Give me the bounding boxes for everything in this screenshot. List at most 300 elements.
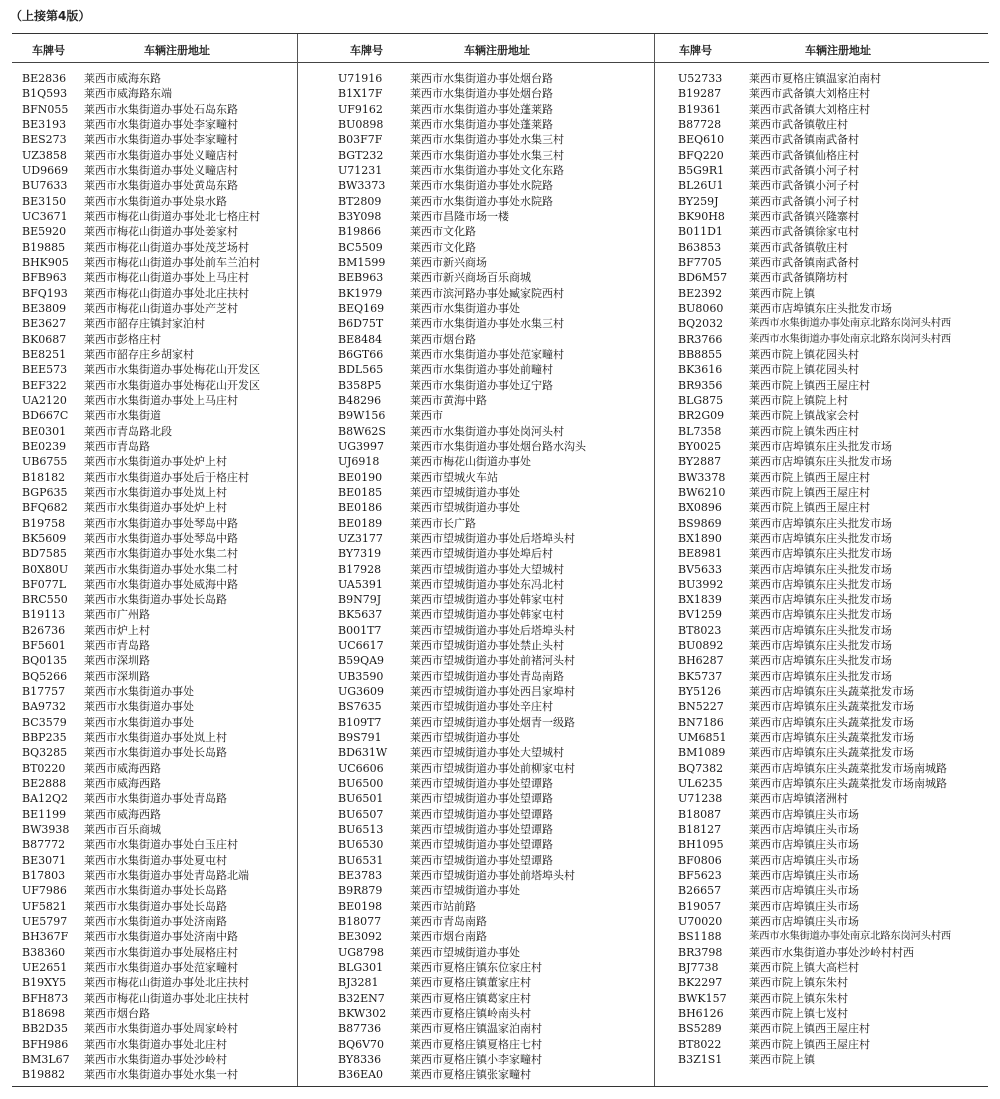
- registration-address: 莱西市水集街道办事处威海中路: [84, 577, 238, 591]
- table-row: [655, 439, 989, 454]
- table-row: [655, 71, 989, 86]
- table-row: [12, 500, 297, 515]
- plate-number: BE0198: [338, 899, 383, 913]
- table-row: [12, 71, 297, 86]
- continuation-note: （上接第4版）: [10, 9, 91, 23]
- registration-address: 莱西市望城街道办事处后塔埠头村: [410, 623, 575, 637]
- plate-number: B59QA9: [338, 654, 385, 668]
- table-row: [655, 301, 989, 316]
- table-row: [12, 408, 297, 423]
- registration-address: 莱西市院上镇: [749, 286, 815, 300]
- table-row: [298, 822, 655, 837]
- registration-address: 莱西市店埠镇东庄头批发市场: [749, 593, 892, 607]
- table-row: [298, 715, 655, 730]
- table-row: [655, 899, 989, 914]
- plate-number: BQ5266: [22, 669, 68, 683]
- plate-number: BR2G09: [678, 409, 725, 423]
- table-row: [12, 592, 297, 607]
- registration-address: 莱西市水集街道办事处黄岛东路: [84, 179, 238, 193]
- registration-address: 莱西市水集街道办事处青岛路: [84, 792, 227, 806]
- plate-number: BT8023: [678, 623, 722, 637]
- table-row: [298, 132, 655, 147]
- plate-number: BV5633: [678, 562, 723, 576]
- plate-number: BU6513: [338, 823, 384, 837]
- table-row: [655, 1006, 989, 1021]
- table-row: [655, 240, 989, 255]
- table-row: [298, 86, 655, 101]
- table-row: [12, 577, 297, 592]
- registration-address: 莱西市: [410, 409, 443, 423]
- registration-address: 莱西市水集街道办事处后于格庄村: [84, 470, 249, 484]
- registration-address: 莱西市水集街道办事处济南路: [84, 915, 227, 929]
- table-row: [655, 454, 989, 469]
- table-row: [655, 975, 989, 990]
- plate-number: BC3579: [22, 715, 67, 729]
- table-row: [298, 638, 655, 653]
- registration-address: 莱西市望城火车站: [410, 470, 498, 484]
- table-row: [12, 531, 297, 546]
- table-row: [298, 178, 655, 193]
- registration-address: 莱西市武备镇南武备村: [749, 133, 859, 147]
- table-row: [298, 500, 655, 515]
- table-row: [655, 485, 989, 500]
- table-row: [655, 623, 989, 638]
- table-row: [298, 975, 655, 990]
- plate-number: BA12Q2: [22, 792, 69, 806]
- table-row: [655, 638, 989, 653]
- registration-address: 莱西市梅花山街道办事处北七格庄村: [84, 209, 260, 223]
- registration-address: 莱西市青岛路: [84, 639, 150, 653]
- registration-address: 莱西市院上镇西王屋庄村: [749, 470, 870, 484]
- plate-number: B9W156: [338, 409, 386, 423]
- table-row: [655, 362, 989, 377]
- registration-address: 莱西市水集街道办事处长岛路: [84, 746, 227, 760]
- plate-number: BK0687: [22, 332, 67, 346]
- table-row: [12, 1052, 297, 1067]
- table-row: [12, 991, 297, 1006]
- plate-header: 车牌号: [32, 44, 65, 57]
- plate-number: BM1089: [678, 746, 726, 760]
- table-row: [655, 316, 989, 331]
- registration-address: 莱西市望城街道办事处辛庄村: [410, 700, 553, 714]
- table-row: [298, 470, 655, 485]
- table-row: [12, 209, 297, 224]
- plate-number: B03F7F: [338, 133, 383, 147]
- table-row: [655, 408, 989, 423]
- address-header: 车辆注册地址: [144, 44, 210, 57]
- table-row: [298, 960, 655, 975]
- registration-address: 莱西市院上镇西王屋庄村: [749, 1022, 870, 1036]
- table-row: [12, 669, 297, 684]
- registration-address: 莱西市水集街道办事处展格庄村: [84, 945, 238, 959]
- registration-address: 莱西市店埠镇东庄头批发市场: [749, 654, 892, 668]
- plate-number: B87736: [338, 1022, 382, 1036]
- plate-number: BQ2032: [678, 317, 724, 331]
- plate-number: UC3671: [22, 209, 68, 223]
- table-row: [12, 424, 297, 439]
- registration-address: 莱西市水集街道办事处: [84, 715, 194, 729]
- plate-number: B9N79J: [338, 593, 382, 607]
- registration-address: 莱西市百乐商城: [84, 823, 161, 837]
- plate-number: B19113: [22, 608, 66, 622]
- table-row: [655, 86, 989, 101]
- plate-number: BEQ169: [338, 301, 385, 315]
- registration-address: 莱西市梅花山街道办事处姜家村: [84, 225, 238, 239]
- registration-address: 莱西市梅花山街道办事处上马庄村: [84, 271, 249, 285]
- table-row: [298, 424, 655, 439]
- table-row: [655, 270, 989, 285]
- plate-number: BY7319: [338, 547, 382, 561]
- plate-number: B19885: [22, 240, 66, 254]
- registration-address: 莱西市夏格庄镇温家泊南村: [410, 1022, 542, 1036]
- plate-number: BY5126: [678, 685, 722, 699]
- plate-number: BY2887: [678, 455, 722, 469]
- table-row: [12, 439, 297, 454]
- plate-number: BDL565: [338, 363, 384, 377]
- column-header: [655, 34, 989, 63]
- plate-number: B18698: [22, 1007, 66, 1021]
- plate-number: B6GT66: [338, 347, 384, 361]
- table-row: [298, 439, 655, 454]
- table-row: [12, 1067, 297, 1082]
- plate-number: UL6235: [678, 777, 723, 791]
- table-row: [655, 347, 989, 362]
- plate-number: UC6617: [338, 639, 384, 653]
- registration-address: 莱西市水集街道办事处南京北路东岗河头村西: [749, 930, 951, 943]
- table-column-1: [12, 34, 297, 1086]
- registration-address: 莱西市水集街道办事处长岛路: [84, 884, 227, 898]
- registration-address: 莱西市店埠镇渚洲村: [749, 792, 848, 806]
- plate-number: B3Y098: [338, 209, 382, 223]
- table-row: [12, 822, 297, 837]
- registration-address: 莱西市店埠镇庄头市场: [749, 807, 859, 821]
- registration-address: 莱西市店埠镇东庄头蔬菜批发市场: [749, 685, 914, 699]
- registration-address: 莱西市望城街道办事处: [410, 485, 520, 499]
- registration-address: 莱西市院上镇西王屋庄村: [749, 501, 870, 515]
- registration-address: 莱西市威海西路: [84, 761, 161, 775]
- table-row: [655, 163, 989, 178]
- registration-address: 莱西市水集街道办事处南京北路东岗河头村西: [749, 332, 951, 345]
- registration-address: 莱西市水集街道办事处琴岛中路: [84, 531, 238, 545]
- plate-number: BB2D35: [22, 1022, 68, 1036]
- plate-number: BE2888: [22, 777, 67, 791]
- plate-number: BE3783: [338, 869, 383, 883]
- plate-number: BU6531: [338, 853, 384, 867]
- plate-number: BFB963: [22, 271, 67, 285]
- plate-number: BEQ610: [678, 133, 725, 147]
- column-header: [298, 34, 655, 63]
- plate-number: BM3L67: [22, 1053, 70, 1066]
- plate-number: BS1188: [678, 930, 722, 944]
- registration-address: 莱西市店埠镇东庄头蔬菜批发市场: [749, 731, 914, 745]
- registration-address: 莱西市望城街道办事处东冯北村: [410, 577, 564, 591]
- table-row: [298, 531, 655, 546]
- registration-address: 莱西市水集街道办事处: [410, 301, 520, 315]
- registration-address: 莱西市店埠镇庄头市场: [749, 915, 859, 929]
- plate-number: BE0186: [338, 501, 383, 515]
- plate-number: B87728: [678, 117, 722, 131]
- table-row: [655, 148, 989, 163]
- registration-address: 莱西市滨河路办事处臧家院西村: [410, 286, 564, 300]
- table-row: [12, 546, 297, 561]
- plate-number: B18127: [678, 823, 722, 837]
- registration-address: 莱西市夏格庄镇董家庄村: [410, 976, 531, 990]
- plate-number: BT2809: [338, 194, 382, 208]
- plate-number: BE3150: [22, 194, 67, 208]
- registration-address: 莱西市水集街道办事处周家岭村: [84, 1022, 238, 1036]
- registration-address: 莱西市水集街道办事处烟台路水沟头: [410, 439, 586, 453]
- table-row: [298, 745, 655, 760]
- plate-number: BE2392: [678, 286, 723, 300]
- table-row: [655, 929, 989, 944]
- plate-number: B1X17F: [338, 87, 383, 101]
- registration-address: 莱西市夏格庄镇小李家疃村: [410, 1053, 542, 1066]
- plate-number: UB3590: [338, 669, 384, 683]
- table-row: [298, 362, 655, 377]
- table-row: [298, 868, 655, 883]
- table-row: [298, 148, 655, 163]
- registration-address: 莱西市望城街道办事处韩家屯村: [410, 593, 564, 607]
- table-row: [298, 332, 655, 347]
- registration-address: 莱西市水集街道办事处烟台路: [410, 72, 553, 85]
- table-row: [655, 945, 989, 960]
- table-row: [298, 393, 655, 408]
- table-row: [655, 178, 989, 193]
- table-row: [655, 914, 989, 929]
- table-row: [12, 1021, 297, 1036]
- registration-address: 莱西市望城街道办事处望谭路: [410, 838, 553, 852]
- registration-address: 莱西市店埠镇东庄头蔬菜批发市场南城路: [749, 761, 947, 775]
- plate-number: UF9162: [338, 102, 383, 116]
- registration-address: 莱西市梅花山街道办事处前车兰泊村: [84, 255, 260, 269]
- table-row: [298, 1037, 655, 1052]
- plate-number: UA2120: [22, 393, 67, 407]
- registration-address: 莱西市店埠镇东庄头批发市场: [749, 608, 892, 622]
- registration-address: 莱西市店埠镇东庄头批发市场: [749, 669, 892, 683]
- registration-address: 莱西市水集街道办事处水集一村: [84, 1068, 238, 1082]
- table-row: [12, 470, 297, 485]
- plate-number: B358P5: [338, 378, 382, 392]
- table-row: [655, 592, 989, 607]
- registration-address: 莱西市水集街道办事处梅花山开发区: [84, 363, 260, 377]
- plate-number: BH6287: [678, 654, 724, 668]
- registration-address: 莱西市武备镇仙格庄村: [749, 148, 859, 162]
- table-row: [655, 393, 989, 408]
- registration-address: 莱西市水集街道办事处水集二村: [84, 562, 238, 576]
- plate-number: BE8484: [338, 332, 383, 346]
- registration-address: 莱西市望城街道办事处韩家屯村: [410, 608, 564, 622]
- table-row: [298, 546, 655, 561]
- registration-address: 莱西市青岛路: [84, 439, 150, 453]
- registration-address: 莱西市水集街道办事处烟台路: [410, 87, 553, 101]
- table-row: [298, 485, 655, 500]
- plate-number: BU0892: [678, 639, 724, 653]
- plate-number: BU7633: [22, 179, 68, 193]
- plate-number: BW3938: [22, 823, 70, 837]
- plate-number: BFQ220: [678, 148, 724, 162]
- registration-address: 莱西市院上镇西王屋庄村: [749, 378, 870, 392]
- registration-address: 莱西市店埠镇庄头市场: [749, 838, 859, 852]
- table-row: [298, 929, 655, 944]
- plate-number: BK1979: [338, 286, 383, 300]
- table-row: [12, 1006, 297, 1021]
- registration-address: 莱西市水集街道办事处义疃店村: [84, 148, 238, 162]
- table-row: [655, 883, 989, 898]
- table-row: [12, 776, 297, 791]
- registration-address: 莱西市烟台南路: [410, 930, 487, 944]
- plate-number: BU0898: [338, 117, 384, 131]
- plate-number: BEF322: [22, 378, 67, 392]
- registration-address: 莱西市店埠镇东庄头批发市场: [749, 439, 892, 453]
- plate-number: UM6851: [678, 731, 727, 745]
- plate-number: BD667C: [22, 409, 69, 423]
- registration-address: 莱西市水集街道办事处水集三村: [410, 317, 564, 331]
- registration-address: 莱西市店埠镇东庄头蔬菜批发市场: [749, 715, 914, 729]
- plate-number: BD631W: [338, 746, 388, 760]
- plate-number: BF0806: [678, 853, 722, 867]
- plate-number: B19758: [22, 516, 66, 530]
- registration-address: 莱西市望城街道办事处埠后村: [410, 547, 553, 561]
- plate-number: B48296: [338, 393, 382, 407]
- plate-number: B19866: [338, 225, 382, 239]
- registration-address: 莱西市夏格庄镇岭南头村: [410, 1007, 531, 1021]
- registration-address: 莱西市院上镇花园头村: [749, 347, 859, 361]
- table-row: [655, 286, 989, 301]
- plate-number: U71238: [678, 792, 723, 806]
- registration-address: 莱西市水集街道办事处范家疃村: [84, 961, 238, 975]
- table-row: [12, 607, 297, 622]
- registration-address: 莱西市店埠镇庄头市场: [749, 853, 859, 867]
- plate-number: BB8855: [678, 347, 723, 361]
- plate-number: BR3766: [678, 332, 723, 346]
- registration-address: 莱西市院上镇花园头村: [749, 363, 859, 377]
- plate-number: UZ3858: [22, 148, 67, 162]
- plate-number: BE8251: [22, 347, 67, 361]
- registration-address: 莱西市院上镇大高栏村: [749, 961, 859, 975]
- plate-number: BU6530: [338, 838, 384, 852]
- table-row: [655, 132, 989, 147]
- registration-address: 莱西市水集街道办事处: [84, 700, 194, 714]
- table-row: [655, 822, 989, 837]
- table-row: [12, 362, 297, 377]
- table-row: [655, 470, 989, 485]
- plate-number: BK5609: [22, 531, 67, 545]
- plate-number: B18087: [678, 807, 722, 821]
- plate-number: UE2651: [22, 961, 68, 975]
- plate-number: BE3809: [22, 301, 67, 315]
- plate-number: BWK157: [678, 991, 727, 1005]
- plate-number: B109T7: [338, 715, 382, 729]
- table-row: [298, 945, 655, 960]
- table-row: [12, 899, 297, 914]
- plate-number: BE1199: [22, 807, 67, 821]
- plate-number: BKW302: [338, 1007, 387, 1021]
- registration-address: 莱西市武备镇大刘格庄村: [749, 87, 870, 101]
- plate-number: BK5637: [338, 608, 383, 622]
- plate-number: BK3616: [678, 363, 723, 377]
- table-row: [12, 730, 297, 745]
- plate-number: BL26U1: [678, 179, 724, 193]
- plate-number: BS9869: [678, 516, 722, 530]
- plate-number: B19XY5: [22, 976, 67, 990]
- registration-address: 莱西市店埠镇东庄头批发市场: [749, 577, 892, 591]
- table-row: [655, 699, 989, 714]
- table-row: [12, 132, 297, 147]
- registration-address: 莱西市武备镇敬庄村: [749, 117, 848, 131]
- plate-number: BES273: [22, 133, 67, 147]
- table-row: [655, 1021, 989, 1036]
- plate-number: UB6755: [22, 455, 68, 469]
- registration-address: 莱西市文化路: [410, 225, 476, 239]
- table-row: [298, 516, 655, 531]
- table-row: [655, 332, 989, 347]
- table-row: [298, 301, 655, 316]
- row-list: [12, 63, 297, 1083]
- plate-number: U71916: [338, 72, 383, 85]
- registration-address: 莱西市院上镇战家会村: [749, 409, 859, 423]
- plate-number: BQ3285: [22, 746, 68, 760]
- plate-number: BH6126: [678, 1007, 724, 1021]
- table-row: [12, 975, 297, 990]
- plate-number: BX1839: [678, 593, 722, 607]
- plate-number: B18077: [338, 915, 382, 929]
- plate-number: BW3373: [338, 179, 386, 193]
- plate-number: BR9356: [678, 378, 723, 392]
- plate-number: BS7635: [338, 700, 382, 714]
- registration-address: 莱西市望城街道办事处: [410, 884, 520, 898]
- table-row: [12, 562, 297, 577]
- registration-address: 莱西市水集街道办事处琴岛中路: [84, 516, 238, 530]
- registration-address: 莱西市水集街道办事处蓬莱路: [410, 117, 553, 131]
- registration-address: 莱西市夏格庄镇温家泊南村: [749, 72, 881, 85]
- table-column-3: [654, 34, 989, 1086]
- registration-address: 莱西市水集街道办事处水院路: [410, 179, 553, 193]
- registration-address: 莱西市望城街道办事处大望城村: [410, 746, 564, 760]
- registration-address: 莱西市望城街道办事处望谭路: [410, 792, 553, 806]
- plate-number: BF5623: [678, 869, 722, 883]
- registration-address: 莱西市文化路: [410, 240, 476, 254]
- plate-number: B19287: [678, 87, 722, 101]
- plate-number: BE0190: [338, 470, 383, 484]
- plate-number: UG3609: [338, 685, 385, 699]
- plate-number: BE3627: [22, 317, 67, 331]
- registration-address: 莱西市望城街道办事处望谭路: [410, 777, 553, 791]
- registration-address: 莱西市武备镇小河子村: [749, 179, 859, 193]
- plate-number: BJ7738: [678, 961, 719, 975]
- registration-address: 莱西市望城街道办事处: [410, 501, 520, 515]
- registration-address: 莱西市武备镇敬庄村: [749, 240, 848, 254]
- plate-number: BFH986: [22, 1037, 69, 1051]
- table-row: [298, 255, 655, 270]
- registration-address: 莱西市水集街道办事处岗河头村: [410, 424, 564, 438]
- table-row: [298, 1021, 655, 1036]
- plate-number: BM1599: [338, 255, 386, 269]
- registration-address: 莱西市店埠镇东庄头批发市场: [749, 639, 892, 653]
- table-row: [298, 853, 655, 868]
- table-row: [298, 761, 655, 776]
- plate-number: BK90H8: [678, 209, 725, 223]
- registration-address: 莱西市院上镇西王屋庄村: [749, 1037, 870, 1051]
- table-row: [12, 684, 297, 699]
- table-row: [655, 761, 989, 776]
- plate-number: BK2297: [678, 976, 723, 990]
- plate-number: BL7358: [678, 424, 722, 438]
- plate-number: BD6M57: [678, 271, 728, 285]
- table-row: [655, 730, 989, 745]
- registration-address: 莱西市广州路: [84, 608, 150, 622]
- table-row: [12, 960, 297, 975]
- table-row: [12, 194, 297, 209]
